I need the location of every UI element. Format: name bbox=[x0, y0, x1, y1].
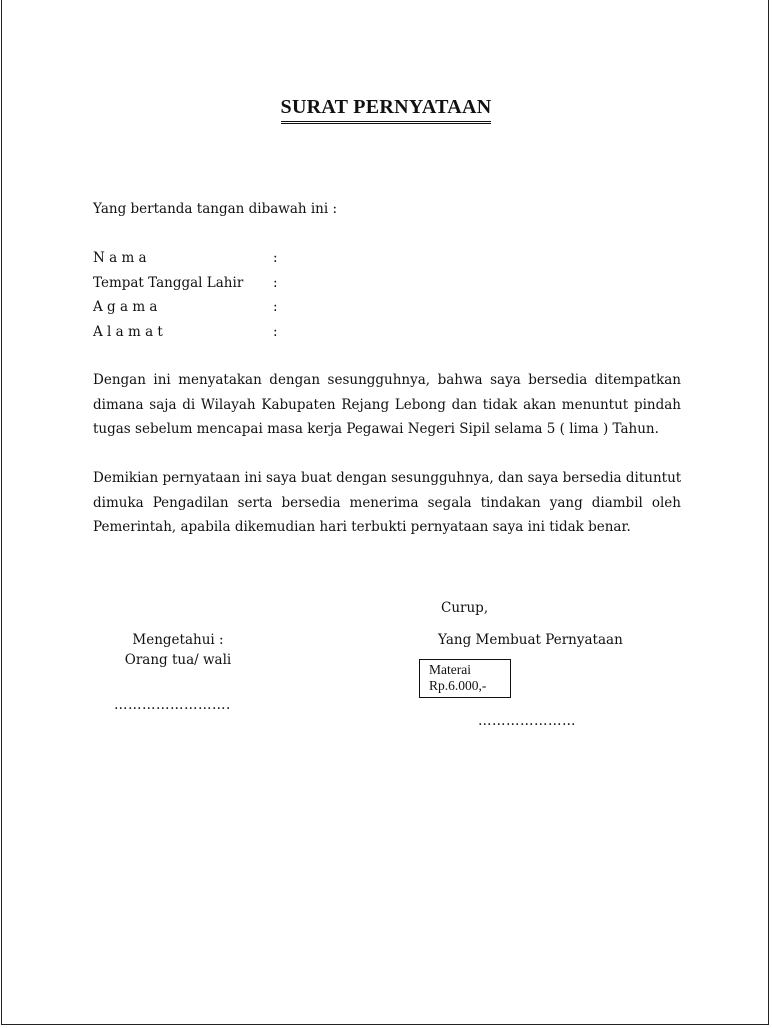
stamp-line1: Materai bbox=[429, 662, 471, 677]
maker-label: Yang Membuat Pernyataan bbox=[438, 632, 623, 648]
statement-line: dimana saja di Wilayah Kabupaten Rejang Lebong dan tidak akan menuntut pindah bbox=[93, 396, 681, 413]
field-religion-label: A g a m a bbox=[93, 299, 158, 315]
field-name-colon: : bbox=[273, 250, 278, 266]
field-name-label: N a m a bbox=[93, 250, 147, 266]
closing-paragraph bbox=[93, 466, 681, 540]
field-religion-colon: : bbox=[273, 299, 278, 315]
field-birth-colon: : bbox=[273, 274, 278, 291]
witness-role: Orang tua/ wali bbox=[124, 652, 232, 668]
closing-line: dimuka Pengadilan serta bersedia menerima segala tindakan yang diambil oleh bbox=[93, 494, 681, 511]
stamp-box bbox=[419, 659, 511, 698]
place-date: Curup, bbox=[441, 600, 489, 616]
witness-signature-line: ……………………. bbox=[114, 697, 231, 713]
field-address-label: A l a m a t bbox=[93, 323, 163, 340]
intro-text: Yang bertanda tangan dibawah ini : bbox=[93, 201, 338, 217]
title-text: SURAT PERNYATAAN bbox=[281, 94, 492, 124]
closing-line: Demikian pernyataan ini saya buat dengan sesungguhnya, dan saya bersedia dituntut bbox=[93, 470, 681, 486]
stamp-line2: Rp.6.000,- bbox=[429, 678, 487, 693]
statement-line: tugas sebelum mencapai masa kerja Pegawai Negeri Sipil selama 5 ( lima ) Tahun. bbox=[93, 421, 659, 437]
field-address-colon: : bbox=[273, 323, 278, 340]
document-title bbox=[0, 94, 772, 124]
witness-block bbox=[108, 630, 248, 670]
field-birth-label: Tempat Tanggal Lahir bbox=[93, 274, 244, 291]
maker-signature-line: ………………… bbox=[478, 713, 576, 729]
witness-label: Mengetahui : bbox=[132, 632, 224, 648]
closing-line: Pemerintah, apabila dikemudian hari terbukti pernyataan saya ini tidak benar. bbox=[93, 519, 631, 535]
statement-line: Dengan ini menyatakan dengan sesungguhnya, bahwa saya bersedia ditempatkan bbox=[93, 372, 681, 388]
statement-paragraph bbox=[93, 368, 681, 442]
